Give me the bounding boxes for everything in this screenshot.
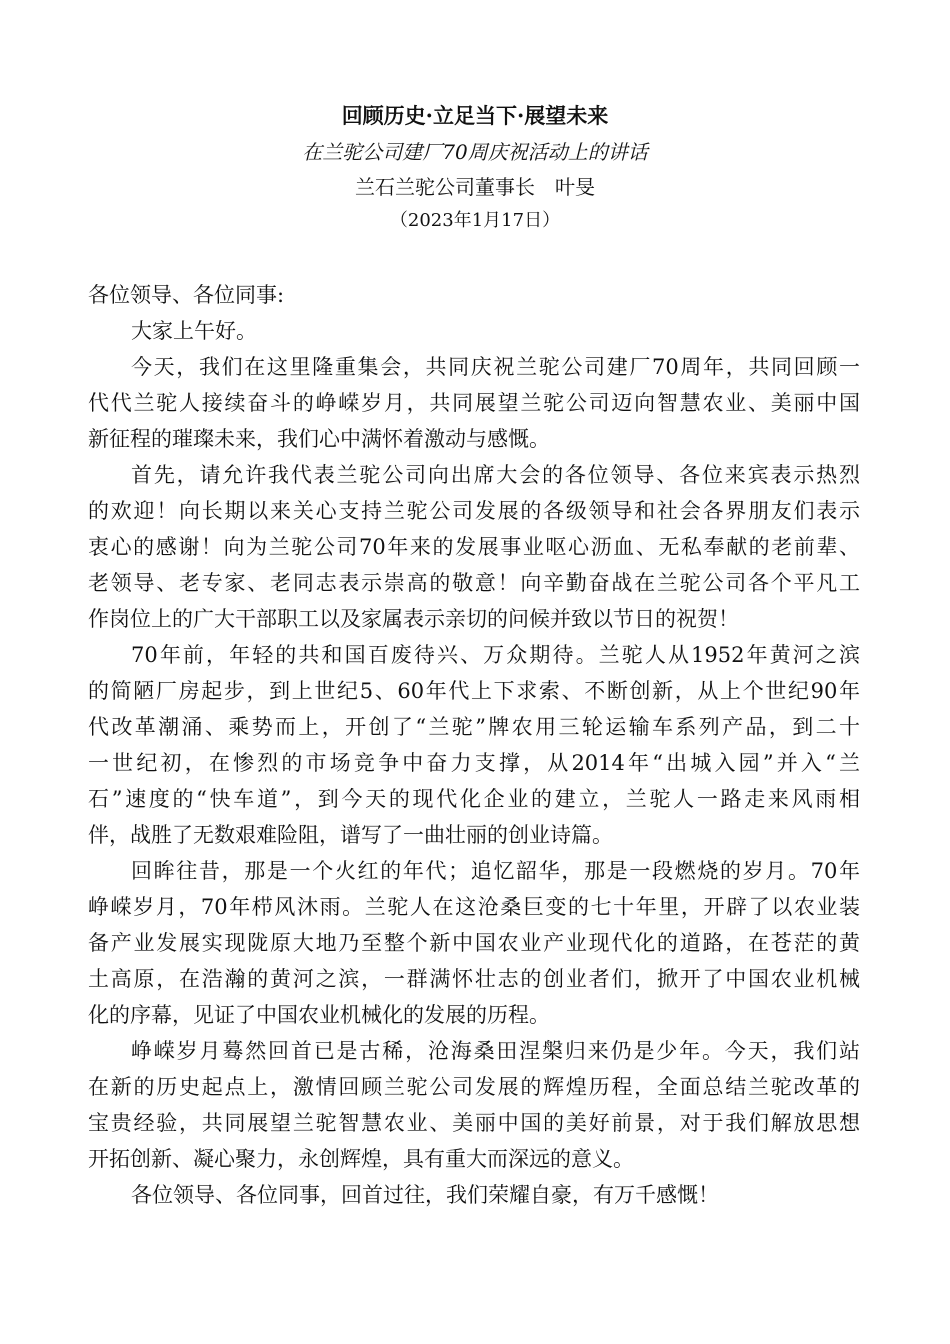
paragraph-line: 石”速度的“快车道”，到今天的现代化企业的建立，兰驼人一路走来风雨相 (88, 787, 860, 811)
document-title: 回顾历史·立足当下·展望未来 (341, 103, 609, 128)
paragraph-line: 的简陋厂房起步，到上世纪5、60年代上下求索、不断创新，从上个世纪90年 (88, 679, 860, 703)
paragraph-line: 70年前，年轻的共和国百废待兴、万众期待。兰驼人从1952年黄河之滨 (131, 643, 860, 667)
paragraph-line: 的欢迎！向长期以来关心支持兰驼公司发展的各级领导和社会各界朋友们表示 (88, 499, 860, 523)
paragraph-line: 首先，请允许我代表兰驼公司向出席大会的各位领导、各位来宾表示热烈 (131, 463, 860, 487)
paragraph-line: 备产业发展实现陇原大地乃至整个新中国农业产业现代化的道路，在苍茫的黄 (88, 931, 860, 955)
speech-date: （2023年1月17日） (389, 210, 561, 231)
paragraph-line: 一世纪初，在惨烈的市场竞争中奋力支撑，从2014年“出城入园”并入“兰 (88, 751, 860, 775)
paragraph-line: 开拓创新、凝心聚力，永创辉煌，具有重大而深远的意义。 (88, 1147, 634, 1171)
paragraph-line: 衷心的感谢！向为兰驼公司70年来的发展事业呕心沥血、无私奉献的老前辈、 (88, 535, 860, 559)
paragraph-line: 峥嵘岁月，70年栉风沐雨。兰驼人在这沧桑巨变的七十年里，开辟了以农业装 (88, 895, 860, 919)
greeting: 大家上午好。 (131, 319, 257, 343)
paragraph-line: 宝贵经验，共同展望兰驼智慧农业、美丽中国的美好前景，对于我们解放思想 (88, 1111, 860, 1135)
paragraph (88, 349, 860, 457)
paragraph-line: 今天，我们在这里隆重集会，共同庆祝兰驼公司建厂70周年，共同回顾一 (131, 355, 860, 379)
paragraph (88, 1033, 860, 1177)
paragraph (88, 637, 860, 853)
paragraph-line: 新征程的璀璨未来，我们心中满怀着激动与感慨。 (88, 427, 550, 451)
paragraph-line: 代改革潮涌、乘势而上，开创了“兰驼”牌农用三轮运输车系列产品，到二十 (88, 715, 860, 739)
speaker-line: 兰石兰驼公司董事长 叶旻 (355, 175, 595, 199)
paragraph-line: 各位领导、各位同事，回首过往，我们荣耀自豪，有万千感慨！ (131, 1183, 719, 1207)
speech-body (88, 277, 860, 1213)
paragraph-line: 老领导、老专家、老同志表示崇高的敬意！向辛勤奋战在兰驼公司各个平凡工 (88, 571, 860, 595)
paragraphs (88, 349, 860, 1213)
paragraph (88, 457, 860, 637)
paragraph (88, 1177, 860, 1213)
paragraph-line: 伴，战胜了无数艰难险阻，谱写了一曲壮丽的创业诗篇。 (88, 823, 613, 847)
paragraph-line: 在新的历史起点上，激情回顾兰驼公司发展的辉煌历程，全面总结兰驼改革的 (88, 1075, 860, 1099)
paragraph-line: 代代兰驼人接续奋斗的峥嵘岁月，共同展望兰驼公司迈向智慧农业、美丽中国 (88, 391, 860, 415)
paragraph-line: 化的序幕，见证了中国农业机械化的发展的历程。 (88, 1003, 550, 1027)
paragraph-line: 土高原，在浩瀚的黄河之滨，一群满怀壮志的创业者们，掀开了中国农业机械 (88, 967, 860, 991)
paragraph-line: 峥嵘岁月蓦然回首已是古稀，沧海桑田涅槃归来仍是少年。今天，我们站 (131, 1039, 860, 1063)
paragraph-line: 回眸往昔，那是一个火红的年代；追忆韶华，那是一段燃烧的岁月。70年 (131, 859, 860, 883)
paragraph-line: 作岗位上的广大干部职工以及家属表示亲切的问候并致以节日的祝贺！ (88, 607, 739, 631)
paragraph (88, 853, 860, 1033)
document-subtitle: 在兰驼公司建厂70周庆祝活动上的讲话 (302, 140, 648, 164)
salutation: 各位领导、各位同事: (88, 283, 285, 307)
